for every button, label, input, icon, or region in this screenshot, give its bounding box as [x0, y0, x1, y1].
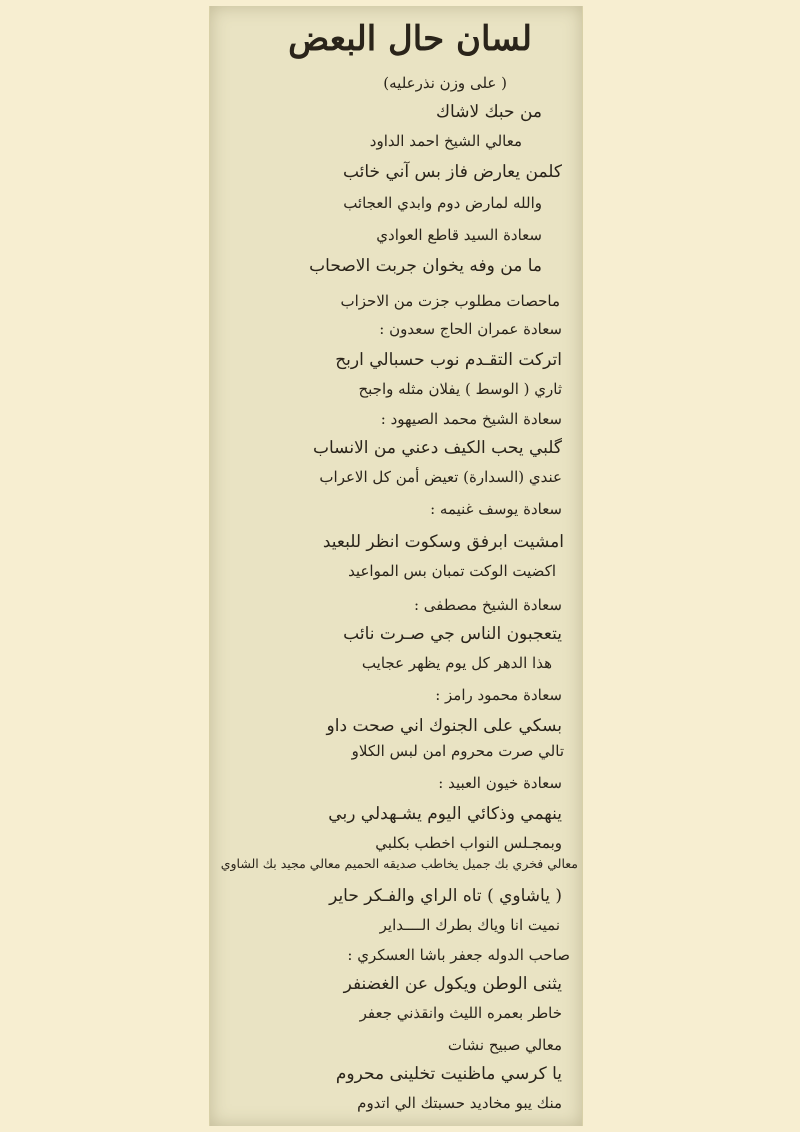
poem-line: وبمجـلس النواب اخطب بكلبي: [375, 834, 562, 852]
speaker-heading: سعادة خيون العبيد :: [438, 774, 562, 792]
poem-line: والله لمارض دوم وابدي العجائب: [343, 194, 542, 212]
poem-line: يتعجبون الناس جي صـرت نائب: [343, 624, 562, 644]
poem-line: ( ياشاوي ) تاه الراي والفـكر حاير: [329, 886, 562, 906]
poem-line: اتركت التقـدم نوب حسبالي اربح: [335, 350, 562, 370]
speaker-heading: معالي صبيح نشات: [447, 1036, 562, 1054]
speaker-heading: سعادة الشيخ محمد الصيهود :: [380, 410, 562, 428]
poem-line: يا كرسي ماظنيت تخلينى محروم: [335, 1064, 562, 1084]
poem-line: گلبي يحب الكيف دعني من الانساب: [312, 438, 562, 458]
poem-line: بسكي على الجنوك اني صحت داو: [326, 716, 562, 736]
poem-line: ثاري ( الوسط ) يفلان مثله واجبح: [358, 380, 562, 398]
speaker-heading: معالي فخري بك جميل يخاطب صديقه الحميم معالي مجيد بك الشاوي: [220, 856, 578, 871]
poem-line: عندي (السدارة) تعيض أمن كل الاعراب: [319, 468, 562, 486]
poem-title: لسان حال البعض: [288, 19, 532, 59]
poem-line: خاطر بعمره الليث وانقذني جعفر: [359, 1004, 562, 1022]
speaker-heading: سعادة محمود رامز :: [435, 686, 562, 704]
poem-line: ماحصات مطلوب جزت من الاحزاب: [340, 292, 560, 310]
speaker-heading: صاحب الدوله جعفر باشا العسكري :: [347, 946, 570, 964]
speaker-heading: سعادة السيد قاطع العوادي: [376, 226, 542, 244]
speaker-heading: سعادة الشيخ مصطفى :: [413, 596, 562, 614]
poem-line: اكضيت الوكت تمبان بس المواعيد: [348, 562, 556, 580]
poem-subtitle: ( على وزن نذرعليه): [383, 74, 507, 92]
poem-line: يثنى الوطن ويكول عن الغضنفر: [343, 974, 562, 994]
speaker-heading: معالي الشيخ احمد الداود: [369, 132, 522, 150]
newspaper-clipping: [209, 6, 583, 1126]
poem-line: هذا الدهر كل يوم يظهر عجايب: [361, 654, 552, 672]
poem-line: ما من وفه يخوان جربت الاصحاب: [309, 256, 542, 276]
poem-line: نميت انا وياك بطرك الــــداير: [379, 916, 560, 934]
poem-line: امشيت ابرفق وسكوت انظر للبعيد: [322, 532, 564, 552]
poem-line: ينهمي وذكائي اليوم يشـهدلي ربي: [328, 804, 562, 824]
poem-line: كلمن يعارض فاز بس آني خائب: [342, 162, 562, 182]
speaker-heading: سعادة عمران الحاج سعدون :: [379, 320, 562, 338]
speaker-heading: سعادة يوسف غنيمه :: [430, 500, 562, 518]
poem-line: تالي صرت محروم امن لبس الكلاو: [351, 742, 564, 760]
poem-line: منك يبو مخاديد حسبتك الي اتدوم: [357, 1094, 562, 1112]
poem-line: من حبك لاشاك: [436, 102, 542, 122]
